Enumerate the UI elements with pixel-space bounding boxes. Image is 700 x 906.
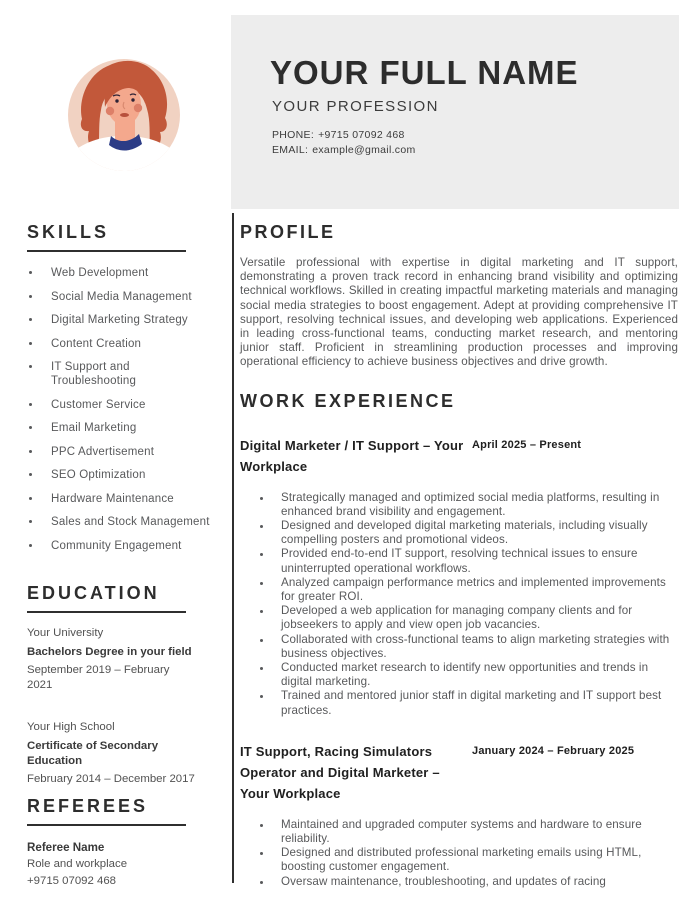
job-bullet: • Collaborated with cross-functional teams to align marketing strategies with business objectives. (273, 633, 678, 661)
profession-title: YOUR PROFESSION (272, 98, 439, 115)
profile-section (240, 222, 678, 370)
avatar-eye-left (115, 99, 118, 102)
referee-name: Referee Name (27, 841, 105, 854)
avatar-lips (120, 113, 129, 117)
phone-value: +9715 07092 468 (318, 129, 405, 141)
skill-item: • Community Engagement (42, 539, 213, 553)
job-bullet: • Analyzed campaign performance metrics and implemented improvements for greater ROI. (273, 576, 678, 604)
work-experience-section (240, 391, 678, 889)
degree-name: Bachelors Degree in your field (27, 646, 192, 658)
skill-item: • Digital Marketing Strategy (42, 313, 213, 327)
profile-summary-text: Versatile professional with expertise in digital marketing and IT support, demonstrating a proven track record in enhancing brand visibility and optimizing technical workflows. Skilled in creating impactful marketing materials and managing social media strategies to boost engagement. Adept at providing comprehensive IT support, resolving technical issues, and developing web applications. Experienced in leading cross-functional teams, conducting market research, and mentoring junior staff. Proficient in streamlining production processes and improving operational efficiency to achieve business objectives and drive growth. (240, 256, 678, 369)
phone-label: PHONE: (272, 129, 315, 141)
job-bullet: • Strategically managed and optimized social media platforms, resulting in enhanced brand visibility and engagement. (273, 491, 678, 519)
job-header (240, 435, 678, 477)
job-bullet-list (240, 491, 678, 718)
job-bullet: • Developed a web application for managing company clients and for jobseekers to apply and view open job vacancies. (273, 604, 678, 632)
skill-item: • Customer Service (42, 398, 213, 412)
skill-item: • Sales and Stock Management (42, 515, 213, 529)
job-bullet: • Designed and developed digital marketing materials, including visually compelling posters and promotional videos. (273, 519, 678, 547)
job-entry (240, 741, 678, 889)
education-entries (27, 626, 213, 787)
job-entry (240, 435, 678, 718)
skill-item: • Email Marketing (42, 421, 213, 435)
column-divider-rule (232, 213, 234, 883)
email-line (272, 143, 416, 158)
skill-item: • SEO Optimization (42, 468, 213, 482)
avatar-blush-left (106, 107, 114, 115)
job-bullet-list (240, 818, 678, 889)
education-section (27, 583, 213, 787)
job-bullet: • Oversaw maintenance, troubleshooting, and updates of racing (273, 875, 678, 889)
job-title: Digital Marketer / IT Support – Your Workplace (240, 437, 464, 474)
school-name: Your High School (27, 721, 115, 733)
email-label: EMAIL: (272, 143, 309, 156)
full-name: YOUR FULL NAME (270, 54, 579, 91)
skill-item: • Hardware Maintenance (42, 492, 213, 506)
job-title: IT Support, Racing Simulators Operator and Digital Marketer – Your Workplace (240, 743, 440, 801)
profile-avatar-illustration (54, 44, 194, 184)
referee-phone: +9715 07092 468 (27, 875, 117, 887)
skills-heading: SKILLS (27, 222, 186, 252)
job-dates: January 2024 – February 2025 (472, 744, 635, 757)
job-bullet: • Provided end-to-end IT support, resolving technical issues to ensure uninterrupted operational workflows. (273, 547, 678, 575)
school-name: Your University (27, 627, 104, 639)
referees-heading: REFEREES (27, 796, 186, 826)
job-bullet: • Trained and mentored junior staff in digital marketing and IT support best practices. (273, 689, 678, 717)
job-dates: April 2025 – Present (472, 438, 582, 451)
skills-list (27, 266, 213, 553)
education-heading: EDUCATION (27, 583, 186, 613)
work-experience-heading: WORK EXPERIENCE (240, 390, 456, 411)
job-bullet: • Designed and distributed professional marketing emails using HTML, boosting customer engagement. (273, 846, 678, 874)
profile-heading: PROFILE (240, 222, 336, 242)
skill-item: • Web Development (42, 266, 213, 280)
education-entry (27, 626, 213, 693)
avatar-blush-right (134, 104, 142, 112)
skill-item: • Content Creation (42, 337, 213, 351)
job-entries (240, 435, 678, 889)
skills-section (27, 222, 213, 562)
contact-block (272, 128, 416, 157)
email-value: example@gmail.com (312, 143, 416, 156)
job-bullet: • Maintained and upgraded computer systems and hardware to ensure reliability. (273, 818, 678, 846)
skill-item: • IT Support and Troubleshooting (42, 360, 213, 388)
referee-role: Role and workplace (27, 858, 128, 870)
job-header (240, 741, 678, 804)
referees-section (27, 796, 213, 890)
skill-item: • PPC Advertisement (42, 445, 213, 459)
main-column (240, 222, 678, 889)
education-entry (27, 720, 213, 787)
avatar-eye-right (131, 98, 134, 101)
job-bullet: • Conducted market research to identify new opportunities and trends in digital marketing. (273, 661, 678, 689)
education-dates: September 2019 – February 2021 (27, 664, 170, 691)
degree-name: Certificate of Secondary Education (27, 740, 159, 767)
education-dates: February 2014 – December 2017 (27, 773, 195, 785)
skill-item: • Social Media Management (42, 290, 213, 304)
referee-entries (27, 839, 213, 890)
referee-entry (27, 839, 213, 890)
phone-line (272, 128, 416, 143)
